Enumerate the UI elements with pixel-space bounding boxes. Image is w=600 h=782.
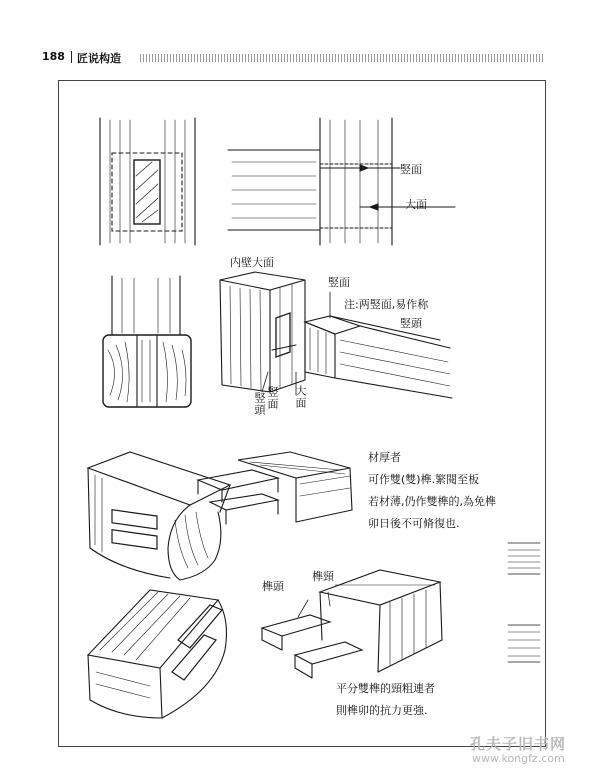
label-nei-bi-da-mian: 内壁大面 (230, 256, 274, 269)
label-sun-jing: 榫頸 (312, 570, 334, 583)
sketch-post-front-view (100, 118, 195, 245)
label-da-mian: 大面 (405, 198, 427, 211)
watermark-text: 孔夫子旧书网 (470, 735, 567, 753)
label-da-mian-vertical: 大面 (294, 385, 307, 409)
page-number: 188 (42, 50, 65, 63)
margin-sketches (508, 543, 540, 662)
label-note-line1: 注:两竪面,易作称 (344, 298, 429, 311)
label-sun-tou: 榫頭 (262, 580, 284, 593)
label-shu-tou-vertical: 竪頭 (253, 392, 266, 416)
label-shu-mian: 竪面 (400, 163, 422, 176)
label-note-line2: 竪頭 (400, 317, 422, 330)
label-shu-mian-vertical: 竪面 (266, 386, 279, 410)
note-paragraph-thick-timber: 材厚者 可作雙(雙)榫.繁閱至板 若材薄,仍作雙榫的,為免榫 卯日後不可脩復也. (368, 451, 496, 530)
sketch-post-and-beam-3d (220, 272, 452, 398)
sketch-mortise-block-3d (88, 590, 226, 718)
sketch-end-grain-section (103, 276, 191, 407)
note-paragraph-split-tenon: 平分雙榫的頸粗連者 則榫卯的抗力更強. (336, 682, 435, 717)
sketch-split-twin-tenon (262, 570, 442, 678)
label-shu-mian-top: 竪面 (328, 276, 350, 289)
book-title: 匠说构造 (77, 52, 121, 65)
watermark-url: www.kongfz.com (472, 752, 565, 765)
sketch-double-tenon-3d (88, 452, 352, 580)
sketch-beam-side-view (228, 118, 455, 245)
